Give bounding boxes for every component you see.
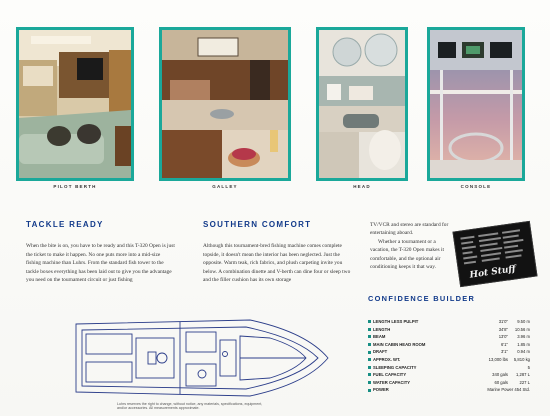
spec-row	[368, 326, 530, 334]
spec-metric-value: 227 L	[519, 379, 530, 385]
spec-row	[368, 386, 530, 394]
spec-metric-value: 9.50 m	[517, 319, 530, 324]
spec-metric-value: 10.56 m	[514, 326, 530, 332]
bullet-square-icon	[368, 381, 371, 384]
bullet-square-icon	[368, 320, 371, 323]
spec-label: APPROX. WT.	[373, 356, 401, 362]
bullet-square-icon	[368, 389, 371, 392]
bullet-square-icon	[368, 358, 371, 361]
spec-label: LENGTH	[373, 326, 391, 332]
spec-row	[368, 341, 530, 349]
bullet-square-icon	[368, 366, 371, 369]
console-caption: CONSOLE	[460, 184, 492, 189]
tackle-ready-text	[26, 242, 176, 285]
spec-imperial-value: 3'1"	[501, 349, 508, 355]
fine-print: Luhrs reserves the right to change, without notice, any materials, specifications, equipment, and/or accessories. All measurements approximate.	[117, 402, 263, 411]
galley-photo	[159, 27, 291, 181]
bullet-square-icon	[368, 373, 371, 376]
stereo-graphic	[452, 221, 537, 287]
confidence-builder-heading: CONFIDENCE BUILDER	[368, 294, 476, 303]
tv-stereo-paragraph-1: TV/VCR and stereo are standard for entertaining aboard.	[370, 222, 449, 237]
spec-label: POWER	[373, 387, 389, 393]
spec-metric-value: 5	[527, 364, 530, 370]
spec-row	[368, 318, 530, 326]
specifications-list	[368, 318, 530, 394]
spec-metric-value: 1,287 L	[516, 372, 530, 378]
hot-stuff-logo: Hot Stuff	[469, 264, 517, 281]
tackle-ready-heading: TACKLE READY	[26, 220, 104, 229]
spec-imperial-value: 34'8"	[498, 326, 508, 332]
tackle-ready-paragraph: When the bite is on, you have to be ready and this T-320 Open is just the ticket to make it happen. No one puts more into a mid-size fishing machine than Luhrs. From the standard fish tower to the tackle boxes everything has been laid out to give you the advantage you need on the tournament circuit or just fishing	[26, 243, 175, 284]
tv-stereo-text	[370, 221, 454, 271]
spec-label: BEAM	[373, 334, 386, 340]
console-photo	[427, 27, 525, 181]
head-image	[319, 30, 405, 178]
southern-comfort-heading: SOUTHERN COMFORT	[203, 220, 312, 229]
stereo-display-image	[454, 222, 537, 286]
spec-label: FUEL CAPACITY	[373, 372, 407, 378]
southern-comfort-paragraph: Although this tournament-bred fishing machine comes complete topside, it doesn't mean the interior has been neglected. Just the opposite. Warm teak, rich fabrics, and plush carpeting invite you below. A combination dinette and V-berth can dine four or sleep two and the filler cushion has its own storage	[203, 243, 351, 284]
galley-caption: GALLEY	[212, 184, 238, 189]
pilot-berth-image	[19, 30, 131, 178]
spec-imperial-value: 340 gals	[492, 372, 508, 378]
bullet-square-icon	[368, 335, 371, 338]
deck-plan-drawing	[70, 310, 332, 405]
spec-imperial-value: 60 gals	[494, 379, 508, 385]
spec-label: SLEEPING CAPACITY	[373, 364, 417, 370]
spec-row	[368, 356, 530, 364]
bullet-square-icon	[368, 351, 371, 354]
spec-metric-value: 5,810 kg	[513, 356, 530, 362]
head-caption: HEAD	[353, 184, 371, 189]
spec-row	[368, 379, 530, 387]
spec-label: MAIN CABIN HEAD ROOM	[373, 341, 426, 347]
spec-imperial-value: 31'0"	[498, 319, 508, 324]
spec-label: DRAFT	[373, 349, 388, 355]
galley-image	[162, 30, 288, 178]
spec-metric-value: 1.85 m	[517, 341, 530, 347]
bullet-square-icon	[368, 328, 371, 331]
spec-imperial-value: 13'0"	[498, 334, 508, 340]
tv-stereo-paragraph-2: Whether a tournament or a vacation, the T-320 Open makes it comfortable, and the optional air conditioning keeps it that way.	[370, 238, 444, 271]
spec-metric-value: 3.96 m	[517, 334, 530, 340]
spec-row	[368, 333, 530, 341]
spec-label: WATER CAPACITY	[373, 379, 411, 385]
southern-comfort-text	[203, 242, 353, 285]
pilot-berth-caption: PILOT BERTH	[53, 184, 97, 189]
spec-row	[368, 348, 530, 356]
spec-row	[368, 371, 530, 379]
spec-metric-value: Marine Power 454 Std.	[487, 387, 530, 393]
pilot-berth-photo	[16, 27, 134, 181]
spec-imperial-value: 13,000 lbs	[488, 356, 508, 362]
spec-metric-value: 0.94 m	[517, 349, 530, 355]
spec-label: LENGTH LESS PULPIT	[373, 319, 419, 324]
spec-row	[368, 364, 530, 372]
console-image	[430, 30, 522, 178]
head-photo	[316, 27, 408, 181]
spec-imperial-value: 6'1"	[501, 341, 508, 347]
bullet-square-icon	[368, 343, 371, 346]
